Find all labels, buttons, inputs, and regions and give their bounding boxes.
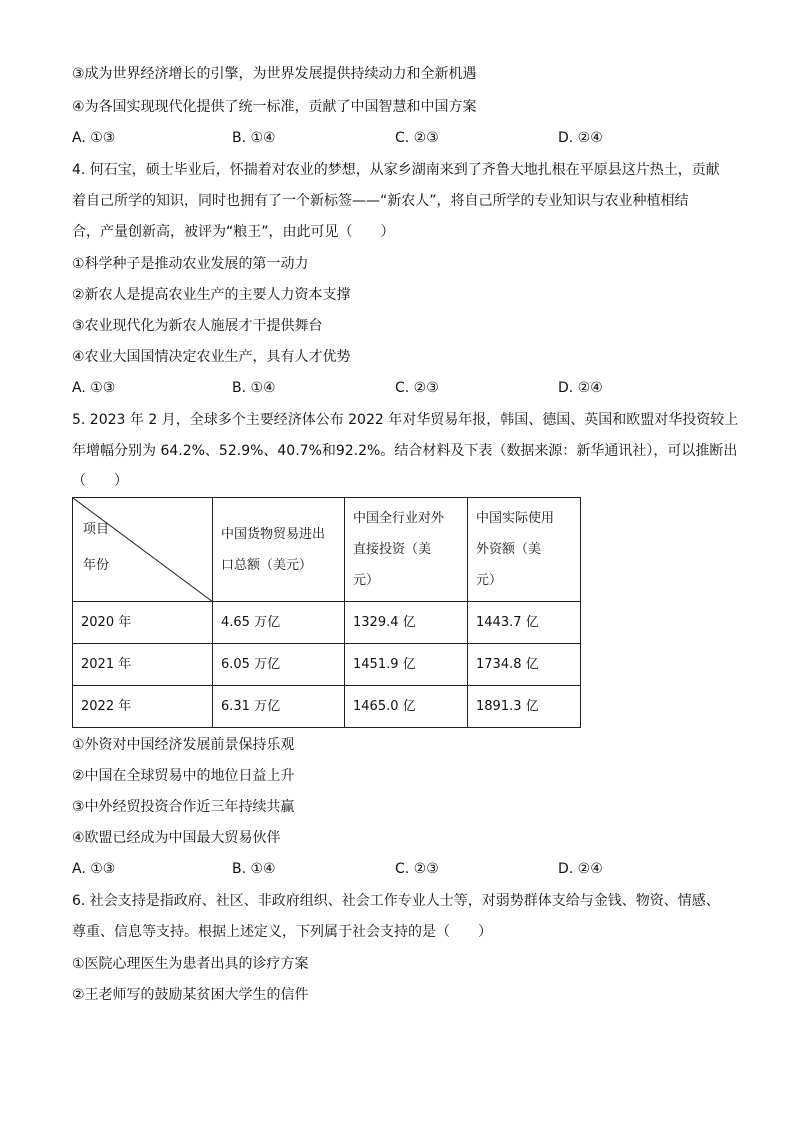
q5-stem-line-2: 年增幅分别为 64.2%、52.9%、40.7%和92.2%。结合材料及下表（数据来源：新华通讯社），可以推断出 bbox=[72, 443, 738, 459]
q4-options bbox=[72, 378, 732, 398]
q6-item-1: ①医院心理医生为患者出具的诊疗方案 bbox=[72, 956, 309, 972]
q6-stem-line-1: 6. 社会支持是指政府、社区、非政府组织、社会工作专业人士等，对弱势群体支给与金钱、物资、情感、 bbox=[72, 893, 720, 909]
q4-stem-line-1: 4. 何石宝，硕士毕业后，怀揣着对农业的梦想，从家乡湖南来到了齐鲁大地扎根在平原县这片热土，贡献 bbox=[72, 162, 720, 178]
q3-option-d[interactable]: D. ②④ bbox=[558, 130, 603, 146]
table-cell: 1734.8 亿 bbox=[468, 644, 581, 686]
q5-item-4: ④欧盟已经成为中国最大贸易伙伴 bbox=[72, 830, 281, 846]
table-cell: 1443.7 亿 bbox=[468, 602, 581, 644]
diagonal-divider bbox=[73, 498, 213, 602]
q3-option-a[interactable]: A. ①③ bbox=[72, 130, 116, 146]
table-cell-year: 2020 年 bbox=[73, 602, 213, 644]
header-line: 元） bbox=[353, 573, 380, 588]
q4-option-a[interactable]: A. ①③ bbox=[72, 380, 116, 396]
header-line: 外资额（美 bbox=[476, 542, 542, 557]
table-cell: 6.31 万亿 bbox=[213, 686, 345, 728]
header-line: 中国货物贸易进出 bbox=[221, 526, 326, 542]
q5-stem-line-3: （ ） bbox=[72, 473, 128, 489]
q4-option-d[interactable]: D. ②④ bbox=[558, 380, 603, 396]
q5-options bbox=[72, 859, 732, 879]
q4-item-3: ③农业现代化为新农人施展才干提供舞台 bbox=[72, 318, 323, 334]
q4-option-c[interactable]: C. ②③ bbox=[395, 380, 439, 396]
q4-stem-line-2: 着自己所学的知识，同时也拥有了一个新标签——“新农人”，将自己所学的专业知识与农业种植相结 bbox=[72, 193, 689, 209]
q5-option-a[interactable]: A. ①③ bbox=[72, 861, 116, 877]
trade-data-table bbox=[72, 497, 581, 728]
q3-item-4: ④为各国实现现代化提供了统一标准，贡献了中国智慧和中国方案 bbox=[72, 99, 477, 115]
q6-stem-line-2: 尊重、信息等支持。根据上述定义，下列属于社会支持的是（ ） bbox=[72, 924, 492, 940]
table-cell: 4.65 万亿 bbox=[213, 602, 345, 644]
q4-item-1: ①科学种子是推动农业发展的第一动力 bbox=[72, 256, 309, 272]
header-line: 直接投资（美 bbox=[353, 542, 432, 557]
q5-stem-line-1: 5. 2023 年 2 月，全球多个主要经济体公布 2022 年对华贸易年报，韩国、德国、英国和欧盟对华投资较上 bbox=[72, 412, 739, 428]
table-cell: 1329.4 亿 bbox=[345, 602, 468, 644]
q5-option-d[interactable]: D. ②④ bbox=[558, 861, 603, 877]
table-cell-year: 2022 年 bbox=[73, 686, 213, 728]
q4-item-2: ②新农人是提高农业生产的主要人力资本支撑 bbox=[72, 287, 351, 303]
table-cell: 1451.9 亿 bbox=[345, 644, 468, 686]
table-header-cell bbox=[213, 498, 345, 602]
table-cell-year: 2021 年 bbox=[73, 644, 213, 686]
table-row bbox=[73, 644, 581, 686]
table-header-cell bbox=[345, 498, 468, 602]
table-cell: 1465.0 亿 bbox=[345, 686, 468, 728]
table-cell: 6.05 万亿 bbox=[213, 644, 345, 686]
q6-item-2: ②王老师写的鼓励某贫困大学生的信件 bbox=[72, 987, 309, 1003]
header-line: 中国全行业对外 bbox=[353, 511, 445, 526]
q4-item-4: ④农业大国国情决定农业生产，具有人才优势 bbox=[72, 349, 351, 365]
q3-option-c[interactable]: C. ②③ bbox=[395, 130, 439, 146]
q5-option-c[interactable]: C. ②③ bbox=[395, 861, 439, 877]
header-line: 口总额（美元） bbox=[221, 557, 313, 573]
q4-option-b[interactable]: B. ①④ bbox=[232, 380, 276, 396]
table-header-cell bbox=[468, 498, 581, 602]
q5-option-b[interactable]: B. ①④ bbox=[232, 861, 276, 877]
q3-options bbox=[72, 128, 732, 148]
header-line: 中国实际使用 bbox=[476, 511, 555, 526]
q3-item-3: ③成为世界经济增长的引擎，为世界发展提供持续动力和全新机遇 bbox=[72, 66, 477, 82]
table-header-row bbox=[73, 498, 581, 602]
corner-label-item: 项目 bbox=[83, 522, 110, 537]
table-corner-cell bbox=[73, 498, 213, 602]
table-cell: 1891.3 亿 bbox=[468, 686, 581, 728]
q5-item-3: ③中外经贸投资合作近三年持续共赢 bbox=[72, 799, 295, 815]
q3-option-b[interactable]: B. ①④ bbox=[232, 130, 276, 146]
q5-item-1: ①外资对中国经济发展前景保持乐观 bbox=[72, 737, 295, 753]
corner-label-year: 年份 bbox=[83, 558, 110, 573]
header-line: 元） bbox=[476, 573, 503, 588]
table-row bbox=[73, 686, 581, 728]
table-row bbox=[73, 602, 581, 644]
q5-item-2: ②中国在全球贸易中的地位日益上升 bbox=[72, 768, 295, 784]
q4-stem-line-3: 合，产量创新高，被评为“粮王”，由此可见（ ） bbox=[72, 224, 395, 240]
